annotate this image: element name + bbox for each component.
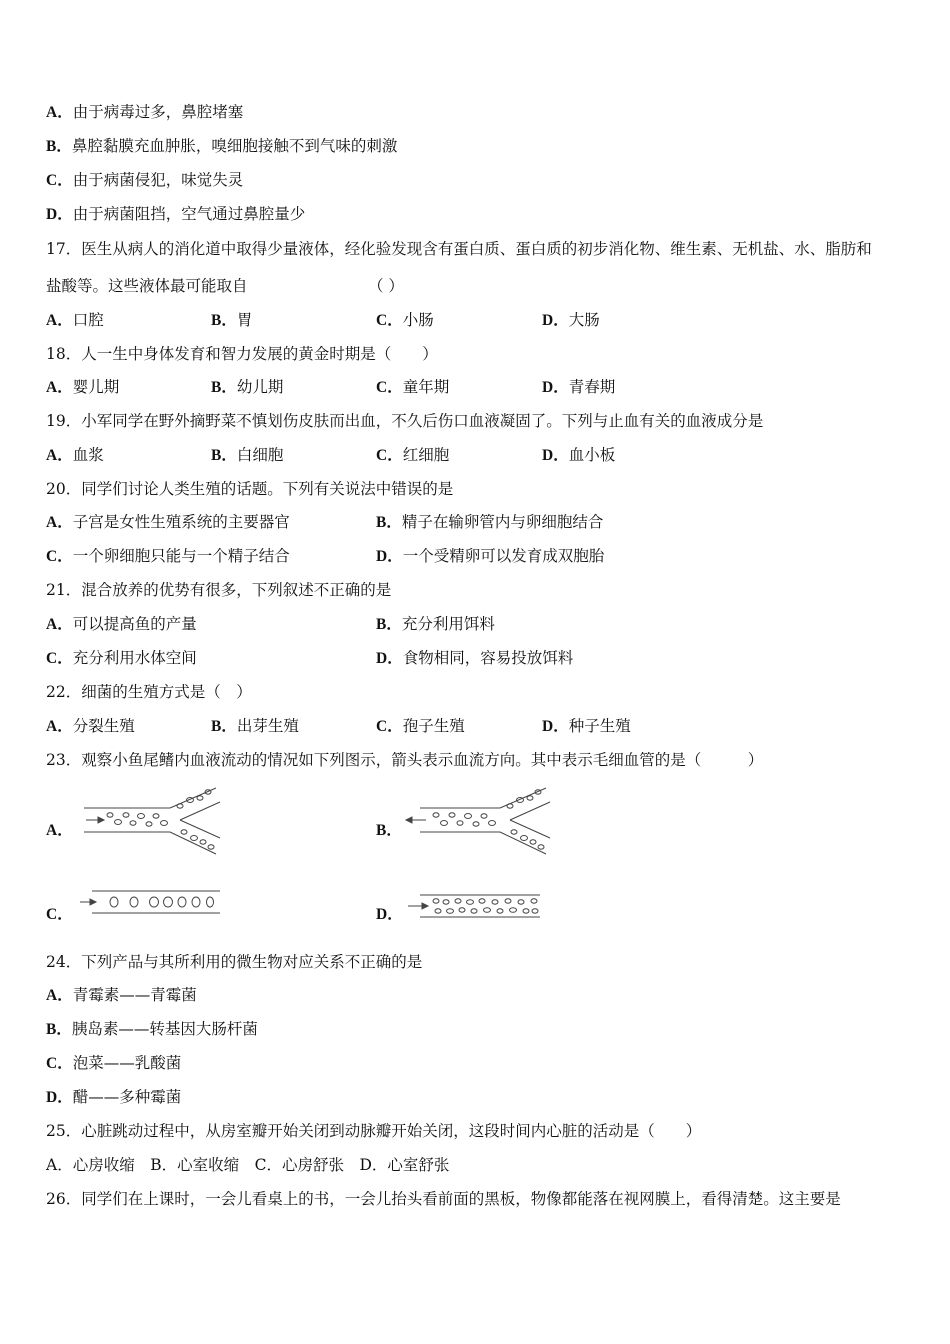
q16-option-b <box>46 136 397 157</box>
option-label: C． <box>376 447 403 464</box>
q22-option-a <box>46 716 135 737</box>
q26-stem: 26．同学们在上课时，一会儿看桌上的书，一会儿抬头看前面的黑板，物像都能落在视网膜上，看得清楚。这主要是 <box>46 1190 841 1208</box>
q23-option-a-label: A． <box>46 822 73 839</box>
q19-option-b <box>211 445 283 466</box>
q25-options: A．心房收缩 B．心室收缩 C．心房舒张 D．心室舒张 <box>46 1156 450 1174</box>
option-text: 分裂生殖 <box>72 717 135 735</box>
q23-option-c-label: C． <box>46 906 73 923</box>
option-label: B． <box>211 379 237 396</box>
option-label: A． <box>46 104 73 121</box>
q17-option-c <box>376 310 434 331</box>
option-text: 白细胞 <box>236 446 284 464</box>
option-label: A． <box>46 312 73 329</box>
option-text: 由于病毒过多，鼻腔堵塞 <box>72 103 244 121</box>
option-label: B． <box>211 718 237 735</box>
option-text: 幼儿期 <box>236 378 284 396</box>
option-text: 童年期 <box>402 378 450 396</box>
q19-option-d <box>542 445 615 466</box>
q20-option-b <box>376 512 603 533</box>
q19-option-c <box>376 445 449 466</box>
option-label: C． <box>46 1055 73 1072</box>
q17-stem-line1: 17．医生从病人的消化道中取得少量液体，经化验发现含有蛋白质、蛋白质的初步消化物、维生素、无机盐、水、脂肪和 <box>46 240 872 258</box>
q23-option-b-label: B． <box>376 822 402 839</box>
option-text: 青春期 <box>568 378 616 396</box>
option-text: 血浆 <box>72 446 104 464</box>
option-text: 可以提高鱼的产量 <box>72 615 197 633</box>
option-text: 孢子生殖 <box>402 717 465 735</box>
option-label: A． <box>46 718 73 735</box>
option-label: C． <box>376 312 403 329</box>
option-text: 鼻腔黏膜充血肿胀，嗅细胞接触不到气味的刺激 <box>71 137 398 155</box>
option-label: B． <box>46 1021 72 1038</box>
option-label: D． <box>46 206 73 223</box>
q17-stem-line2 <box>46 276 404 296</box>
vessel-diagram-b <box>400 784 552 858</box>
option-label: B． <box>46 138 72 155</box>
q18-stem: 18．人一生中身体发育和智力发展的黄金时期是（ ） <box>46 345 438 363</box>
q20-stem: 20．同学们讨论人类生殖的话题。下列有关说法中错误的是 <box>46 480 454 498</box>
vessel-diagram-a <box>70 784 222 858</box>
option-text: 精子在输卵管内与卵细胞结合 <box>401 513 604 531</box>
option-text: 红细胞 <box>402 446 450 464</box>
option-label: A． <box>46 514 73 531</box>
q17-option-d <box>542 310 600 331</box>
q24-option-b <box>46 1019 258 1040</box>
vessel-diagram-c <box>78 888 224 918</box>
option-text: 由于病菌阻挡，空气通过鼻腔量少 <box>72 205 306 223</box>
option-label: C． <box>376 718 403 735</box>
option-label: B． <box>376 514 402 531</box>
option-label: D． <box>542 379 569 396</box>
option-text: 种子生殖 <box>568 717 631 735</box>
option-label: B． <box>376 616 402 633</box>
option-text: 胃 <box>236 311 253 329</box>
option-label: A． <box>46 616 73 633</box>
q24-option-d <box>46 1087 181 1108</box>
option-label: D． <box>46 1089 73 1106</box>
q24-option-a <box>46 985 197 1006</box>
q17-stem-text: 盐酸等。这些液体最可能取自 <box>46 277 248 295</box>
option-text: 口腔 <box>72 311 104 329</box>
option-text: 一个受精卵可以发育成双胞胎 <box>402 547 605 565</box>
option-label: A． <box>46 379 73 396</box>
q19-stem: 19．小军同学在野外摘野菜不慎划伤皮肤而出血，不久后伤口血液凝固了。下列与止血有关的血液成分是 <box>46 412 764 430</box>
q22-option-c <box>376 716 465 737</box>
vessel-diagram-d <box>404 892 544 920</box>
q18-option-a <box>46 377 119 398</box>
q22-option-d <box>542 716 631 737</box>
option-text: 大肠 <box>568 311 600 329</box>
option-text: 胰岛素——转基因大肠杆菌 <box>71 1020 258 1038</box>
q17-option-a <box>46 310 104 331</box>
option-label: D． <box>542 447 569 464</box>
q21-stem: 21．混合放养的优势有很多，下列叙述不正确的是 <box>46 581 392 599</box>
option-text: 青霉素——青霉菌 <box>72 986 197 1004</box>
option-label: D． <box>376 650 403 667</box>
q23-option-d-label: D． <box>376 906 403 923</box>
q25-stem: 25．心脏跳动过程中，从房室瓣开始关闭到动脉瓣开始关闭，这段时间内心脏的活动是（ ） <box>46 1122 702 1140</box>
option-label: A． <box>46 987 73 1004</box>
option-text: 由于病菌侵犯，味觉失灵 <box>72 171 244 189</box>
option-label: B． <box>211 447 237 464</box>
option-text: 泡菜——乳酸菌 <box>72 1054 182 1072</box>
q18-option-c <box>376 377 449 398</box>
option-label: C． <box>46 650 73 667</box>
option-text: 出芽生殖 <box>236 717 299 735</box>
option-text: 充分利用饵料 <box>401 615 495 633</box>
q21-option-a <box>46 614 197 635</box>
option-label: D． <box>376 548 403 565</box>
q18-option-d <box>542 377 615 398</box>
q17-option-b <box>211 310 252 331</box>
q20-option-a <box>46 512 290 533</box>
q24-option-c <box>46 1053 181 1074</box>
option-label: C． <box>46 548 73 565</box>
q16-option-d <box>46 204 305 225</box>
option-text: 一个卵细胞只能与一个精子结合 <box>72 547 290 565</box>
option-label: A． <box>46 447 73 464</box>
q16-option-a <box>46 102 243 123</box>
option-label: D． <box>542 718 569 735</box>
option-label: B． <box>211 312 237 329</box>
q20-option-c <box>46 546 290 567</box>
q20-option-d <box>376 546 604 567</box>
q16-option-c <box>46 170 243 191</box>
option-text: 充分利用水体空间 <box>72 649 197 667</box>
option-text: 子宫是女性生殖系统的主要器官 <box>72 513 290 531</box>
q23-stem: 23．观察小鱼尾鳍内血液流动的情况如下列图示，箭头表示血流方向。其中表示毛细血管的是（ ） <box>46 751 764 769</box>
q18-option-b <box>211 377 283 398</box>
option-label: C． <box>46 172 73 189</box>
q19-option-a <box>46 445 104 466</box>
option-text: 血小板 <box>568 446 616 464</box>
option-label: C． <box>376 379 403 396</box>
q22-stem: 22．细菌的生殖方式是（ ） <box>46 683 252 701</box>
q21-option-b <box>376 614 495 635</box>
option-text: 食物相同，容易投放饵料 <box>402 649 574 667</box>
option-text: 醋——多种霉菌 <box>72 1088 182 1106</box>
q21-option-c <box>46 648 197 669</box>
q22-option-b <box>211 716 299 737</box>
q21-option-d <box>376 648 573 669</box>
option-text: 婴儿期 <box>72 378 120 396</box>
option-text: 小肠 <box>402 311 434 329</box>
answer-blank: （ ） <box>368 277 404 295</box>
q24-stem: 24．下列产品与其所利用的微生物对应关系不正确的是 <box>46 953 423 971</box>
option-label: D． <box>542 312 569 329</box>
